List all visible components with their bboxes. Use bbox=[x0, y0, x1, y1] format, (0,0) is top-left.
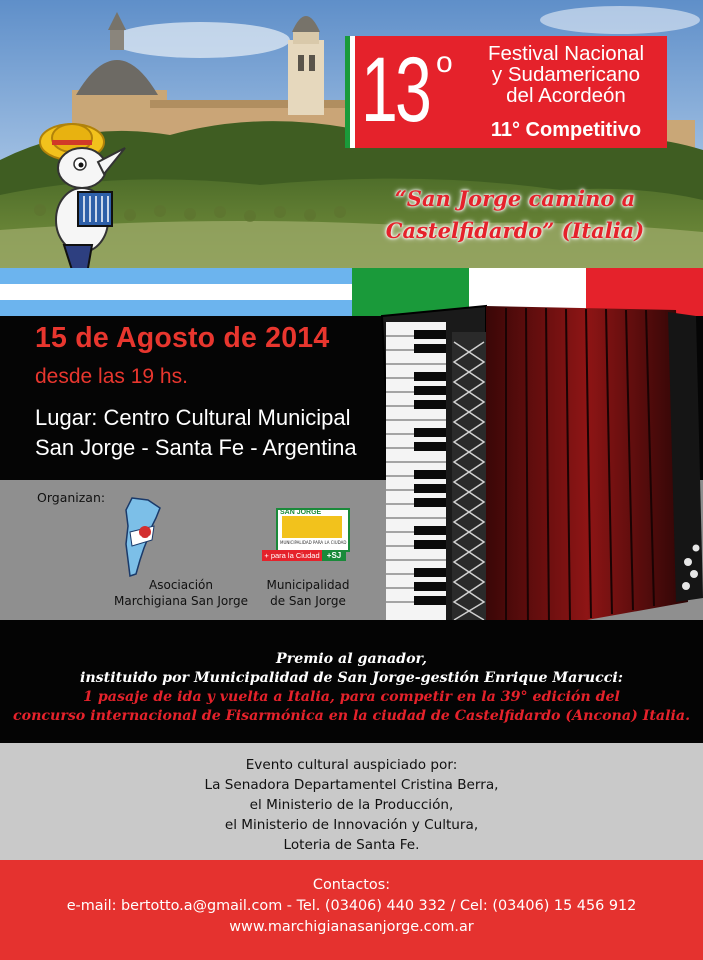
edition-number: 13 bbox=[361, 39, 429, 141]
sponsors-line-4: el Ministerio de Innovación y Cultura, bbox=[224, 817, 479, 833]
subtitle bbox=[355, 183, 675, 247]
organizers-label: Organizan: bbox=[37, 490, 106, 505]
festival-line-2: y Sudamericano bbox=[491, 63, 641, 86]
sponsors-line-1: Evento cultural auspiciado por: bbox=[245, 757, 458, 773]
argentina-map-logo bbox=[118, 496, 168, 578]
org1-line-1: Asociación bbox=[149, 578, 213, 592]
sponsors-line-5: Loteria de Santa Fe. bbox=[283, 837, 420, 853]
logo-sj: +SJ bbox=[322, 550, 346, 561]
competitive-edition: 11° Competitivo bbox=[490, 119, 642, 141]
prize-text bbox=[10, 650, 693, 726]
subtitle-line-1: “San Jorge camino a bbox=[394, 186, 636, 211]
accordion-icon bbox=[376, 302, 703, 648]
flag-white-band bbox=[350, 36, 355, 148]
prize-line-1: Premio al ganador, bbox=[276, 651, 427, 667]
festival-line-3: del Acordeón bbox=[506, 84, 626, 107]
subtitle-line-2: Castelfidardo” (Italia) bbox=[385, 218, 645, 243]
festival-title-box bbox=[345, 36, 667, 148]
website-link[interactable]: www.marchigianasanjorge.com.ar bbox=[229, 919, 474, 935]
festival-name bbox=[471, 43, 661, 106]
logo-tagline: + para la Ciudad bbox=[262, 550, 322, 561]
logo-skyline bbox=[282, 516, 342, 538]
contacts-line: e-mail: bertotto.a@gmail.com - Tel. (03406) 440 332 / Cel: (03406) 15 456 912 bbox=[66, 898, 637, 914]
logo-title: SAN JORGE bbox=[280, 509, 322, 516]
contacts-label: Contactos: bbox=[312, 877, 391, 893]
organizer-municipalidad bbox=[248, 577, 368, 609]
organizer-asociacion bbox=[106, 577, 256, 609]
event-time: desde las 19 hs. bbox=[35, 365, 188, 388]
festival-line-1: Festival Nacional bbox=[487, 42, 645, 65]
org2-line-2: de San Jorge bbox=[270, 594, 346, 608]
edition-degree: o bbox=[436, 46, 453, 79]
prize-line-3: 1 pasaje de ida y vuelta a Italia, para competir en la 39° edición del bbox=[83, 689, 620, 705]
logo-sub: MUNICIPALIDAD PARA LA CIUDAD bbox=[280, 540, 347, 545]
org2-line-1: Municipalidad bbox=[266, 578, 350, 592]
accordion-mascot-icon bbox=[30, 100, 135, 290]
event-venue bbox=[35, 403, 357, 463]
prize-line-4: concurso internacional de Fisarmónica en la ciudad de Castelfidardo (Ancona) Italia. bbox=[12, 708, 691, 724]
prize-line-2: instituido por Municipalidad de San Jorge-gestión Enrique Marucci: bbox=[79, 670, 624, 686]
event-date: 15 de Agosto de 2014 bbox=[35, 322, 330, 354]
municipalidad-logo bbox=[262, 508, 348, 566]
sponsors-line-3: el Ministerio de la Producción, bbox=[249, 797, 454, 813]
venue-line-1: Lugar: Centro Cultural Municipal bbox=[35, 405, 351, 430]
contacts-text bbox=[0, 875, 703, 938]
sponsors-text bbox=[0, 755, 703, 855]
org1-line-2: Marchigiana San Jorge bbox=[114, 594, 248, 608]
sponsors-line-2: La Senadora Departamentel Cristina Berra, bbox=[204, 777, 499, 793]
argentina-flag-icon bbox=[0, 268, 352, 316]
venue-line-2: San Jorge - Santa Fe - Argentina bbox=[35, 435, 357, 460]
